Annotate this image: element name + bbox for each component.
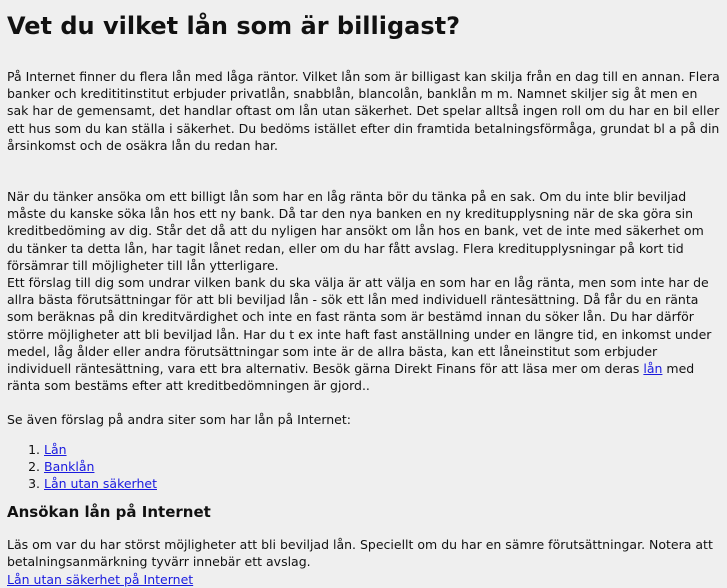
application-text: Läs om var du har störst möjligheter att bli beviljad lån. Speciellt om du har en sämre förutsättningar. Notera att betalningsanmärkning tyvärr innebär ett avslag. xyxy=(7,537,713,570)
bottom-link[interactable]: Lån utan säkerhet på Internet xyxy=(7,571,194,587)
advice-text-b: Ett förslag till dig som undrar vilken bank du ska välja är att välja en som har en låg ränta, men som inte har de allra bästa förutsättningar för att bli beviljad lån - sök ett lån med individuell räntesättning. Då får du en ränta som beräknas på din kreditvärdighet och inte en fast ränta som är bestämd innan du söker lån. Du har därför större möjligheter att bli beviljad lån. Har du t ex inte haft fast anställning under en längre tid, en inkomst under medel, låg ålder eller andra förutsättningar som inte är de allra bästa, kan ett låneinstitut som erbjuder individuell räntesättning, vara ett bra alternativ. Besök gärna Direkt Finans för att läsa mer om deras xyxy=(7,275,712,377)
intro-paragraph: På Internet finner du flera lån med låga räntor. Vilket lån som är billigast kan skilja från en dag till en annan. Flera banker och kredititinstitut erbjuder privatlån, snabblån, blancolån, banklån m m. Namnet skiljer sig åt men en sak har de gemensamt, det handlar oftast om lån utan säkerhet. Det spelar alltså ingen roll om du har en bil eller ett hus som du kan ställa i säkerhet. Du bedöms istället efter din framtida betalningsförmåga, grundat bl a på din årsinkomst och de osäkra lån du redan har. xyxy=(7,69,720,153)
list-item xyxy=(44,441,720,458)
list-item xyxy=(44,458,720,475)
page-title: Vet du vilket lån som är billigast? xyxy=(7,12,461,40)
link-lan-utan-sakerhet[interactable]: Lån utan säkerhet xyxy=(44,476,157,492)
links-list xyxy=(7,441,720,493)
lan-inline-link[interactable]: lån xyxy=(643,361,663,377)
section-heading: Ansökan lån på Internet xyxy=(7,503,211,522)
link-lan[interactable]: Lån xyxy=(44,441,67,457)
advice-text-c: med ränta som bestäms efter att kreditbedömningen är gjord.. xyxy=(7,361,695,394)
application-paragraph xyxy=(7,536,720,588)
list-item xyxy=(44,475,720,492)
link-banklan[interactable]: Banklån xyxy=(44,458,95,474)
advice-text-a: När du tänker ansöka om ett billigt lån som har en låg ränta bör du tänka på en sak. Om du inte blir beviljad måste du kanske söka lån hos ett ny bank. Då tar den nya banken en ny kreditupplysning när de ska göra sin kreditbedöming av dig. Står det då att du nyligen har ansökt om lån hos en bank, vet de inte med säkerhet om du tänker ta detta lån, har tagit lånet redan, eller om du har fått avslag. Flera kreditupplysningar på kort tid försämrar till möjligheter till lån ytterligare. xyxy=(7,189,704,273)
see-also-text: Se även förslag på andra siter som har lån på Internet: xyxy=(7,412,351,428)
advice-paragraph xyxy=(7,188,720,394)
